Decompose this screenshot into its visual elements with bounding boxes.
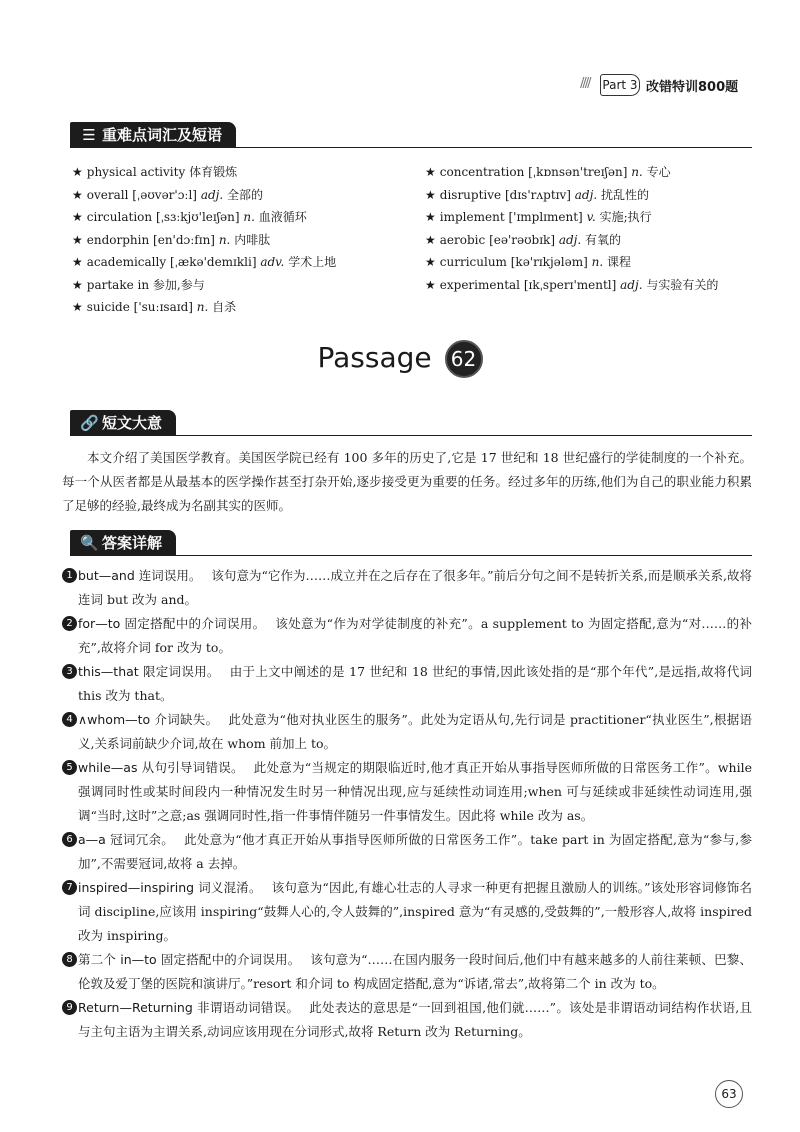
star-icon: ★ bbox=[425, 165, 436, 179]
answer-item bbox=[62, 708, 752, 756]
vocab-phonetic: [eə'rəʊbɪk] bbox=[489, 232, 555, 247]
summary-section-title: 短文大意 bbox=[102, 414, 163, 432]
vocab-item bbox=[425, 274, 718, 297]
answer-item bbox=[62, 756, 752, 828]
answer-number: 1 bbox=[62, 568, 77, 583]
answer-body: 该句意为“因此,有雄心壮志的人寻求一种更有把握且激励人的训练。”该处形容词修饰名词 discipline,应该用 inspiring“鼓舞人心的,令人鼓舞的”,inspired 意为“有灵感的,受鼓舞的”,一般形容人,故将 inspired 改为 inspiring。 bbox=[78, 880, 752, 943]
vocab-meaning: 与实验有关的 bbox=[646, 277, 719, 292]
answer-number: 9 bbox=[62, 1000, 77, 1015]
vocab-phonetic: ['suːɪsaɪd] bbox=[133, 300, 193, 314]
vocab-pos: n. bbox=[631, 165, 643, 179]
answer-heading: ∧whom—to 介词缺失。 bbox=[78, 712, 219, 727]
list-icon: ☰ bbox=[82, 126, 96, 144]
passage-label: Passage bbox=[317, 341, 432, 374]
star-icon: ★ bbox=[72, 165, 83, 179]
answer-item bbox=[62, 876, 752, 948]
vocab-pos: n. bbox=[243, 210, 255, 224]
vocab-word: overall bbox=[86, 187, 129, 202]
vocab-word: curriculum bbox=[439, 255, 507, 269]
vocab-item bbox=[72, 206, 336, 229]
link-icon: 🔗 bbox=[80, 414, 99, 432]
summary-section-heading bbox=[70, 410, 176, 436]
vocab-phonetic: [dɪs'rʌptɪv] bbox=[504, 187, 571, 202]
vocab-section-heading bbox=[70, 122, 236, 148]
vocab-word: implement bbox=[439, 210, 505, 224]
star-icon: ★ bbox=[72, 255, 83, 269]
vocab-meaning: 实施;执行 bbox=[599, 210, 652, 224]
answers-section-title: 答案详解 bbox=[102, 534, 163, 552]
vocab-word: suicide bbox=[86, 300, 130, 314]
vocab-item bbox=[425, 229, 718, 252]
star-icon: ★ bbox=[425, 210, 436, 224]
vocab-phonetic: [kə'rɪkjələm] bbox=[510, 255, 588, 269]
vocab-word: academically bbox=[86, 255, 167, 269]
answer-heading: inspired—inspiring 词义混淆。 bbox=[78, 880, 262, 895]
vocab-item bbox=[72, 161, 336, 184]
answer-body: 此处意为“当规定的期限临近时,他才真正开始从事指导医师所做的日常医务工作”。while 强调同时性或某时间段内一种情况发生时另一种情况出现,应与延续性动词连用;when 可与延续或非延续性动词连用,强调“当时,这时”之意;as 强调同时性,指一件事情伴随另一件事情发生。因此将 while 改为 as。 bbox=[78, 760, 752, 823]
vocab-meaning: 学术上地 bbox=[288, 255, 337, 269]
vocab-meaning: 课程 bbox=[606, 255, 631, 269]
answer-body: 该句意为“它作为……成立并在之后存在了很多年。”前后分句之间不是转折关系,而是顺承关系,故将连词 but 改为 and。 bbox=[78, 568, 752, 607]
vocab-pos: adj. bbox=[558, 232, 582, 247]
answer-heading: a—a 冠词冗余。 bbox=[78, 832, 175, 847]
passage-number: 62 bbox=[445, 340, 483, 378]
vocab-word: experimental bbox=[439, 277, 521, 292]
answer-heading: but—and 连词误用。 bbox=[78, 568, 202, 583]
vocab-word: partake in bbox=[86, 277, 150, 292]
vocab-list-right bbox=[425, 161, 718, 296]
star-icon: ★ bbox=[72, 232, 83, 247]
vocab-meaning: 血液循环 bbox=[258, 210, 307, 224]
answer-item bbox=[62, 660, 752, 708]
vocab-phonetic: [ˌəʊvər'ɔːl] bbox=[132, 187, 197, 202]
vocab-pos: adj. bbox=[200, 187, 224, 202]
answer-number: 3 bbox=[62, 664, 77, 679]
vocab-phonetic: [ɪkˌsperɪ'mentl] bbox=[523, 277, 617, 292]
star-icon: ★ bbox=[425, 187, 436, 202]
vocab-meaning: 有氧的 bbox=[585, 232, 622, 247]
answer-body: 由于上文中阐述的是 17 世纪和 18 世纪的事情,因此该处指的是“那个年代”,是远指,故将代词 this 改为 that。 bbox=[78, 664, 752, 703]
vocab-pos: n. bbox=[196, 300, 209, 314]
summary-paragraph: 本文介绍了美国医学教育。美国医学院已经有 100 多年的历史了,它是 17 世纪和 18 世纪盛行的学徒制度的一个补充。每一个从医者都是从最基本的医学操作甚至打杂开始,逐步接受更为重要的任务。经过多年的历练,他们为自己的职业能力积累了足够的经验,最终成为名副其实的医师。 bbox=[62, 450, 752, 513]
answer-body: 此处表达的意思是“一回到祖国,他们就……”。该处是非谓语动词结构作状语,且与主句主语为主谓关系,动词应该用现在分词形式,故将 Return 改为 Returning。 bbox=[78, 1000, 752, 1039]
answer-body: 此处意为“他才真正开始从事指导医师所做的日常医务工作”。take part in 为固定搭配,意为“参与,参加”,不需要冠词,故将 a 去掉。 bbox=[78, 832, 752, 871]
part-tag: Part 3 bbox=[600, 74, 640, 96]
section-divider bbox=[70, 435, 752, 436]
answer-heading: while—as 从句引导词错误。 bbox=[78, 760, 244, 775]
answers-list bbox=[62, 564, 752, 1044]
vocab-meaning: 自杀 bbox=[212, 300, 237, 314]
book-title: 改错特训800题 bbox=[646, 80, 739, 95]
vocab-item bbox=[72, 251, 336, 274]
answer-body: 该处意为“作为对学徒制度的补充”。a supplement to 为固定搭配,意为“对……的补充”,故将介词 for 改为 to。 bbox=[78, 616, 752, 655]
vocab-item bbox=[425, 206, 718, 229]
answer-heading: 第二个 in—to 固定搭配中的介词误用。 bbox=[78, 952, 301, 967]
answer-item bbox=[62, 996, 752, 1044]
vocab-list-left bbox=[72, 161, 336, 319]
page-number: 63 bbox=[715, 1080, 743, 1108]
star-icon: ★ bbox=[72, 210, 83, 224]
vocab-phonetic: [en'dɔːfɪn] bbox=[153, 232, 215, 247]
vocab-meaning: 参加,参与 bbox=[152, 277, 205, 292]
vocab-pos: adj. bbox=[574, 187, 598, 202]
vocab-pos: n. bbox=[218, 232, 231, 247]
vocab-meaning: 专心 bbox=[646, 165, 671, 179]
answer-body: 该句意为“……在国内服务一段时间后,他们中有越来越多的人前往莱顿、巴黎、伦敦及爱丁堡的医院和演讲厅。”resort 和介词 to 构成固定搭配,意为“诉诸,常去”,故将第二个 in 改为 to。 bbox=[78, 952, 752, 991]
vocab-item bbox=[425, 251, 718, 274]
star-icon: ★ bbox=[425, 277, 436, 292]
magnifier-icon: 🔍 bbox=[80, 534, 99, 552]
vocab-section-title: 重难点词汇及短语 bbox=[102, 126, 223, 144]
answer-number: 7 bbox=[62, 880, 77, 895]
star-icon: ★ bbox=[425, 255, 436, 269]
answer-item bbox=[62, 564, 752, 612]
answer-number: 8 bbox=[62, 952, 77, 967]
vocab-phonetic: ['ɪmplɪment] bbox=[508, 210, 583, 224]
vocab-item bbox=[72, 229, 336, 252]
answer-body: 此处意为“他对执业医生的服务”。此处为定语从句,先行词是 practitioner“执业医生”,根据语义,关系词前缺少介词,故在 whom 前加上 to。 bbox=[78, 712, 752, 751]
answer-heading: Return—Returning 非谓语动词错误。 bbox=[78, 1000, 300, 1015]
vocab-pos: v. bbox=[586, 210, 596, 224]
star-icon: ★ bbox=[72, 300, 83, 314]
vocab-word: endorphin bbox=[86, 232, 150, 247]
vocab-meaning: 扰乱性的 bbox=[600, 187, 649, 202]
section-divider bbox=[70, 147, 752, 148]
answers-section-heading bbox=[70, 530, 176, 556]
answer-number: 4 bbox=[62, 712, 77, 727]
vocab-meaning: 内啡肽 bbox=[234, 232, 271, 247]
star-icon: ★ bbox=[425, 232, 436, 247]
star-icon: ★ bbox=[72, 277, 83, 292]
vocab-item bbox=[425, 161, 718, 184]
vocab-item bbox=[72, 184, 336, 207]
vocab-phonetic: [ˌkɒnsən'treɪʃən] bbox=[528, 165, 628, 179]
vocab-item bbox=[425, 184, 718, 207]
section-divider bbox=[70, 555, 752, 556]
vocab-word: physical activity bbox=[86, 165, 186, 179]
vocab-word: disruptive bbox=[439, 187, 502, 202]
vocab-word: circulation bbox=[86, 210, 153, 224]
vocab-word: concentration bbox=[439, 165, 525, 179]
answer-heading: this—that 限定词误用。 bbox=[78, 664, 220, 679]
vocab-item bbox=[72, 274, 336, 297]
running-header bbox=[580, 74, 770, 98]
vocab-meaning: 体育锻炼 bbox=[189, 165, 238, 179]
passage-heading bbox=[0, 340, 800, 378]
vocab-phonetic: [ˌækə'demɪkli] bbox=[169, 255, 257, 269]
vocab-word: aerobic bbox=[439, 232, 486, 247]
answer-number: 2 bbox=[62, 616, 77, 631]
answer-number: 5 bbox=[62, 760, 77, 775]
answer-item bbox=[62, 828, 752, 876]
answer-heading: for—to 固定搭配中的介词误用。 bbox=[78, 616, 266, 631]
answer-number: 6 bbox=[62, 832, 77, 847]
vocab-item bbox=[72, 296, 336, 319]
vocab-pos: n. bbox=[591, 255, 604, 269]
decorative-slashes: //// bbox=[580, 76, 590, 91]
vocab-pos: adv. bbox=[260, 255, 285, 269]
vocab-pos: adj. bbox=[620, 277, 643, 292]
vocab-meaning: 全部的 bbox=[227, 187, 264, 202]
star-icon: ★ bbox=[72, 187, 83, 202]
answer-item bbox=[62, 612, 752, 660]
answer-item bbox=[62, 948, 752, 996]
vocab-phonetic: [ˌsɜːkjʊ'leɪʃən] bbox=[155, 210, 240, 224]
